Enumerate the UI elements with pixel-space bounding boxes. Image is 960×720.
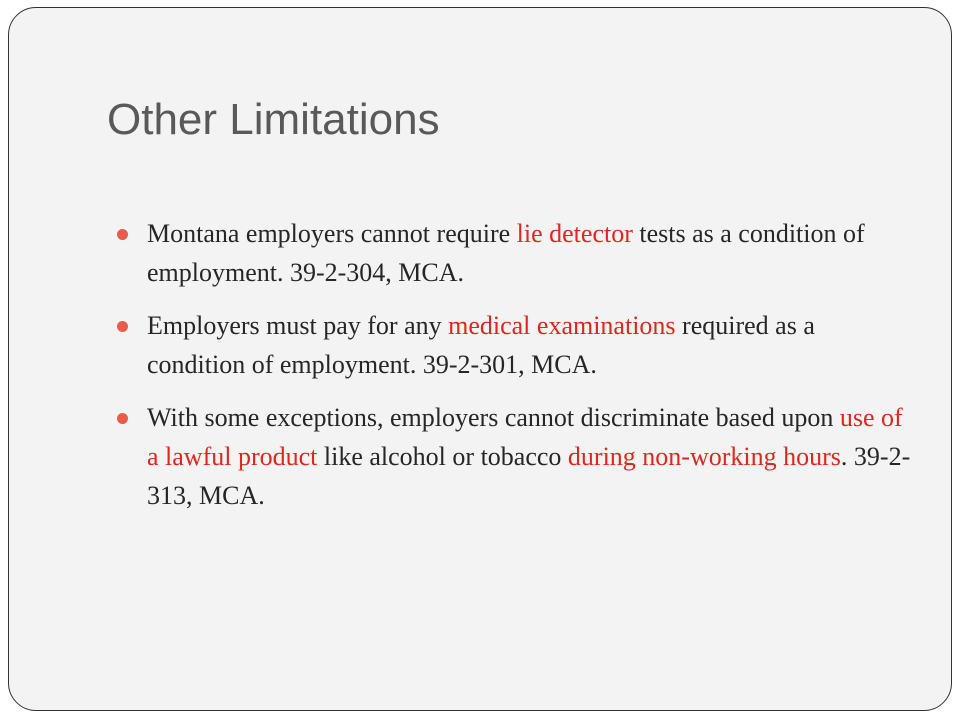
bullet-text: . 39-2-313, MCA. — [147, 442, 911, 510]
slide-title: Other Limitations — [107, 95, 440, 144]
bullet-item-lie-detector — [115, 214, 915, 292]
bullet-text: like alcohol or tobacco — [317, 442, 568, 471]
bullet-text: With some exceptions, employers cannot discriminate based upon — [147, 403, 840, 432]
highlighted-term: lie detector — [516, 219, 633, 248]
bullet-text: required as a condition of employment. 39-2-301, MCA. — [147, 311, 815, 379]
bullet-item-lawful-product — [115, 398, 915, 515]
bullet-text: tests as a condition of employment. 39-2-304, MCA. — [147, 219, 865, 287]
bullet-dot-icon — [117, 229, 128, 240]
bullet-dot-icon — [117, 321, 128, 332]
highlighted-term: use of a lawful product — [147, 403, 903, 471]
bullet-text: Montana employers cannot require — [147, 219, 517, 248]
bullet-text: Employers must pay for any — [147, 311, 449, 340]
bullet-dot-icon — [117, 413, 128, 424]
highlighted-term: medical examinations — [448, 311, 676, 340]
bullet-list — [115, 214, 915, 529]
highlighted-term: during non-working hours — [567, 442, 841, 471]
slide — [8, 7, 952, 711]
bullet-item-medical-exams — [115, 306, 915, 384]
